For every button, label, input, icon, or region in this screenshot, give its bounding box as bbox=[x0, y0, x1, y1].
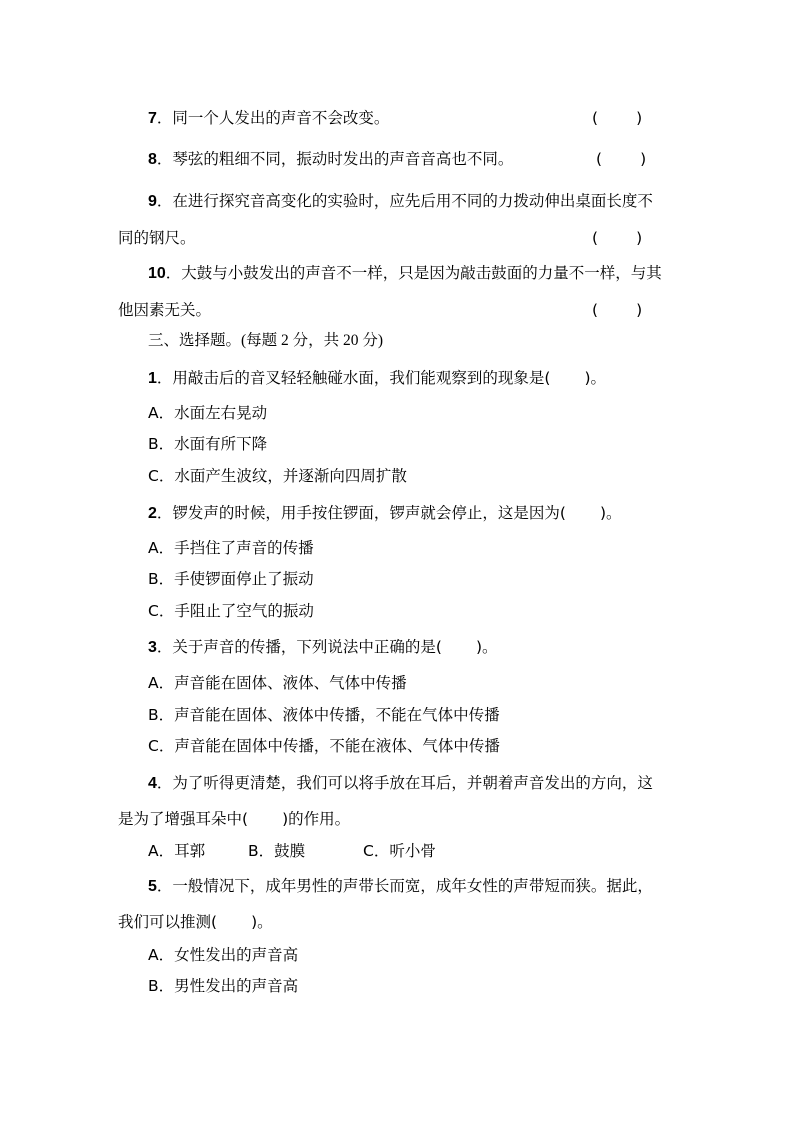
choice-question-4: 4．为了听得更清楚，我们可以将手放在耳后，并朝着声音发出的方向，这 bbox=[148, 774, 653, 792]
answer-blank-7[interactable]: ( ) bbox=[592, 109, 643, 127]
choice-question-3: 3．关于声音的传播，下列说法中正确的是( )。 bbox=[148, 638, 498, 656]
item-text: ．大鼓与小鼓发出的声音不一样，只是因为敲击鼓面的力量不一样，与其 bbox=[165, 264, 662, 282]
option-2c: C．手阻止了空气的振动 bbox=[148, 602, 314, 620]
answer-blank-8[interactable]: ( ) bbox=[596, 150, 647, 168]
judgement-item-9-cont: 同的钢尺。 bbox=[118, 229, 196, 247]
option-4b: B．鼓膜 bbox=[248, 842, 306, 860]
judgement-item-10 bbox=[148, 263, 662, 284]
choice-question-2: 2．锣发声的时候，用手按住锣面，锣声就会停止，这是因为( )。 bbox=[148, 504, 622, 522]
item-number: 1 bbox=[148, 370, 157, 387]
item-number: 8 bbox=[148, 151, 157, 168]
option-3b: B．声音能在固体、液体中传播，不能在气体中传播 bbox=[148, 706, 500, 724]
option-4a: A．耳郭 bbox=[148, 842, 206, 860]
choice-question-1: 1．用敲击后的音叉轻轻触碰水面，我们能观察到的现象是( )。 bbox=[148, 369, 607, 387]
answer-blank-10[interactable]: ( ) bbox=[592, 301, 643, 319]
item-number: 2 bbox=[148, 505, 157, 522]
judgement-item-8 bbox=[148, 149, 513, 170]
item-number: 7 bbox=[148, 110, 157, 127]
judgement-item-9 bbox=[148, 191, 653, 212]
judgement-item-7 bbox=[148, 108, 389, 129]
section-heading: 三、选择题。(每题 2 分，共 20 分) bbox=[148, 332, 384, 349]
choice-question-4-cont: 是为了增强耳朵中( )的作用。 bbox=[118, 810, 351, 828]
option-5a: A．女性发出的声音高 bbox=[148, 946, 299, 964]
item-text: ．琴弦的粗细不同，振动时发出的声音音高也不同。 bbox=[156, 150, 514, 168]
item-text: ．在进行探究音高变化的实验时，应先后用不同的力拨动伸出桌面长度不 bbox=[156, 192, 653, 210]
choice-question-5: 5．一般情况下，成年男性的声带长而宽，成年女性的声带短而狭。据此， bbox=[148, 877, 653, 895]
item-number: 4 bbox=[148, 775, 157, 792]
option-3c: C．声音能在固体中传播，不能在液体、气体中传播 bbox=[148, 737, 500, 755]
option-3a: A．声音能在固体、液体、气体中传播 bbox=[148, 674, 407, 692]
option-1a: A．水面左右晃动 bbox=[148, 404, 268, 422]
item-number: 3 bbox=[148, 639, 157, 656]
option-1c: C．水面产生波纹，并逐渐向四周扩散 bbox=[148, 467, 407, 485]
judgement-item-10-cont: 他因素无关。 bbox=[118, 301, 212, 319]
item-text: ．同一个人发出的声音不会改变。 bbox=[156, 109, 390, 127]
item-number: 10 bbox=[148, 265, 166, 282]
answer-blank-9[interactable]: ( ) bbox=[592, 229, 643, 247]
option-5b: B．男性发出的声音高 bbox=[148, 977, 299, 995]
option-2b: B．手使锣面停止了振动 bbox=[148, 570, 314, 588]
option-4c: C．听小骨 bbox=[363, 842, 436, 860]
option-2a: A．手挡住了声音的传播 bbox=[148, 539, 314, 557]
option-1b: B．水面有所下降 bbox=[148, 435, 268, 453]
choice-question-5-cont: 我们可以推测( )。 bbox=[118, 913, 273, 931]
item-number: 5 bbox=[148, 878, 157, 895]
item-number: 9 bbox=[148, 193, 157, 210]
